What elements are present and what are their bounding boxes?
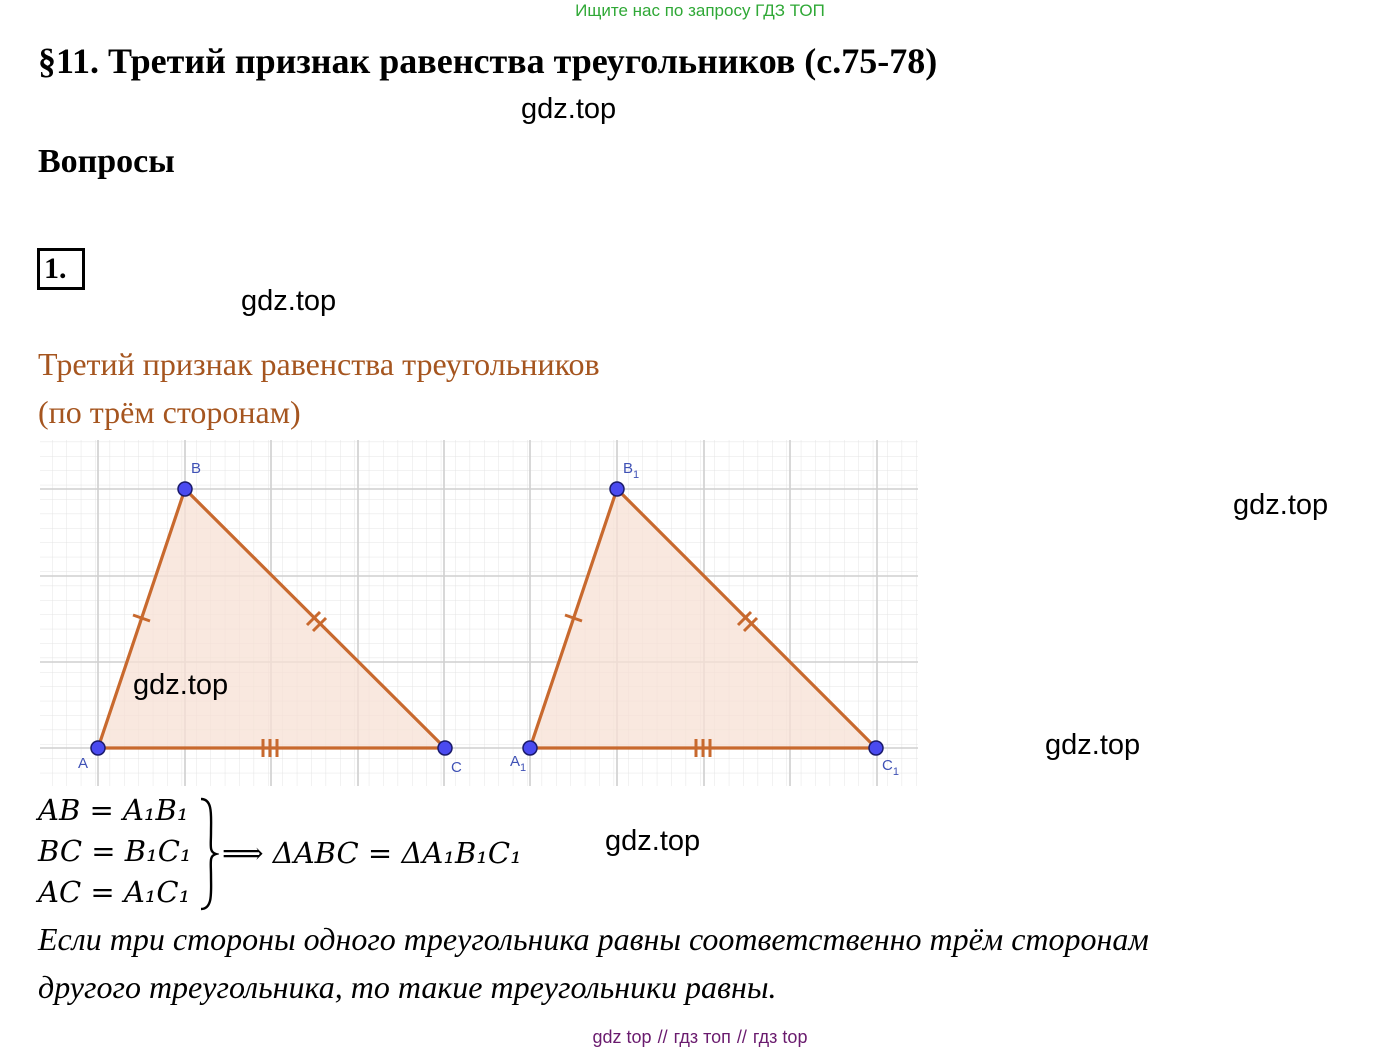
question-number: 1.: [37, 248, 85, 290]
equation-ab: AB = A₁B₁: [38, 793, 189, 827]
footer-link-1[interactable]: gdz top: [592, 1027, 652, 1047]
label-a: A: [78, 755, 89, 772]
footer-link-2[interactable]: гдз топ: [673, 1027, 731, 1047]
watermark: gdz.top: [1233, 489, 1329, 521]
watermark: gdz.top: [1045, 729, 1141, 761]
watermark: gdz.top: [521, 93, 617, 125]
triangles-figure: [40, 440, 918, 786]
point-a: [91, 741, 105, 755]
rule-text-line2: другого треугольника, то такие треугольники равны.: [38, 969, 777, 1005]
watermark: gdz.top: [241, 285, 337, 317]
equation-bc: BC = B₁C₁: [38, 834, 192, 868]
footer-separator: //: [657, 1027, 668, 1047]
point-b1: [610, 482, 624, 496]
label-c1: $C_1$: [882, 757, 899, 778]
label-a1: $A_1$: [510, 753, 527, 774]
point-c1: [869, 741, 883, 755]
rule-text-line1: Если три стороны одного треугольника равны соответственно трём сторонам: [38, 921, 1149, 957]
page-title: §11. Третий признак равенства треугольников (с.75-78): [38, 41, 938, 81]
section-heading: Вопросы: [38, 143, 175, 180]
point-c: [438, 741, 452, 755]
point-a1: [523, 741, 537, 755]
label-c: C: [451, 759, 462, 776]
point-b: [178, 482, 192, 496]
footer: [0, 1027, 1400, 1048]
equation-ac: AC = A₁C₁: [38, 875, 191, 909]
equation-implication: ⟹ ΔABC = ΔA₁B₁C₁: [222, 836, 522, 870]
footer-separator: //: [736, 1027, 747, 1047]
theorem-title: Третий признак равенства треугольников: [38, 346, 600, 382]
system-brace: [197, 796, 219, 912]
search-banner: Ищите нас по запросу ГДЗ ТОП: [575, 1, 825, 20]
label-b: B: [191, 460, 202, 477]
footer-link-3[interactable]: гдз top: [752, 1027, 808, 1047]
label-b1: $B_1$: [623, 460, 640, 481]
watermark: gdz.top: [605, 825, 701, 857]
watermark: gdz.top: [133, 669, 229, 701]
theorem-subtitle: (по трём сторонам): [38, 394, 301, 430]
